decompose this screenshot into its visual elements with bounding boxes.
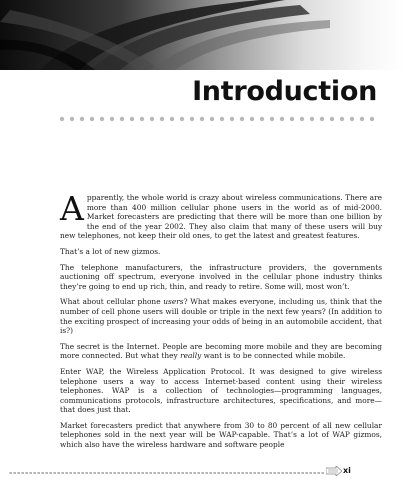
paragraph-7: Market forecasters predict that anywhere from 30 to 80 percent of all new cellular telephones sold in the next year will be WAP-capable. That’s a lot of WAP gizmos, which also have the wireless hardware and software people	[60, 420, 382, 450]
paragraph-3: The telephone manufacturers, the infrastructure providers, the governments auctioning off spectrum, everyone involved in the cellular phone industry thinks they’re going to end up rich, thin, and ready to retire. Some will, most won’t.	[60, 262, 382, 291]
chapter-body	[60, 189, 383, 456]
footer-dotted-rule	[8, 470, 326, 476]
paragraph-2: That’s a lot of new gizmos.	[60, 246, 161, 256]
header-banner-image	[0, 0, 405, 70]
paragraph-1	[60, 189, 382, 241]
paragraph-5-emphasis: really	[180, 351, 202, 361]
chapter-title: Introduction	[192, 76, 377, 107]
dotted-divider	[58, 115, 378, 123]
paragraph-4-emphasis: users	[163, 297, 184, 307]
abstract-ribbon-graphic	[0, 0, 405, 70]
drop-cap: A	[60, 189, 84, 228]
paragraph-6: Enter WAP, the Wireless Application Protocol. It was designed to give wireless telephone users a way to access Internet-based content using their wireless telephones. WAP is a collection of technologies—programming languages, communications protocols, infrastructure architectures, specifications, and more—that does just that.	[60, 366, 382, 415]
paragraph-5-text-b: want is to be connected while mobile.	[201, 351, 346, 361]
paragraph-1-text: pparently, the whole world is crazy about wireless communications. There are more than 400 million cellular phone users in the world as of mid-2000. Market forecasters are predicting that there will be more than one billion by the end of the year 2002. They also claim that many of these users will buy new telephones, not keep their old ones, to get the latest and greatest features.	[60, 193, 382, 241]
paragraph-5	[60, 342, 382, 361]
paragraph-4-text-a: What about cellular phone	[60, 297, 164, 307]
paragraph-5-text-a: The secret is the Internet. People are becoming more mobile and they are becoming more connected. But what they	[60, 341, 382, 361]
paragraph-4-text-b: ? What makes everyone, including us, think that the number of cell phone users will double or triple in the next few years? (In addition to the exciting prospect of increasing your odds of being in an automobile accident, that is?)	[60, 297, 383, 336]
arrow-marker-icon	[326, 466, 342, 476]
page-number: xi	[343, 466, 351, 475]
paragraph-4	[60, 297, 382, 335]
